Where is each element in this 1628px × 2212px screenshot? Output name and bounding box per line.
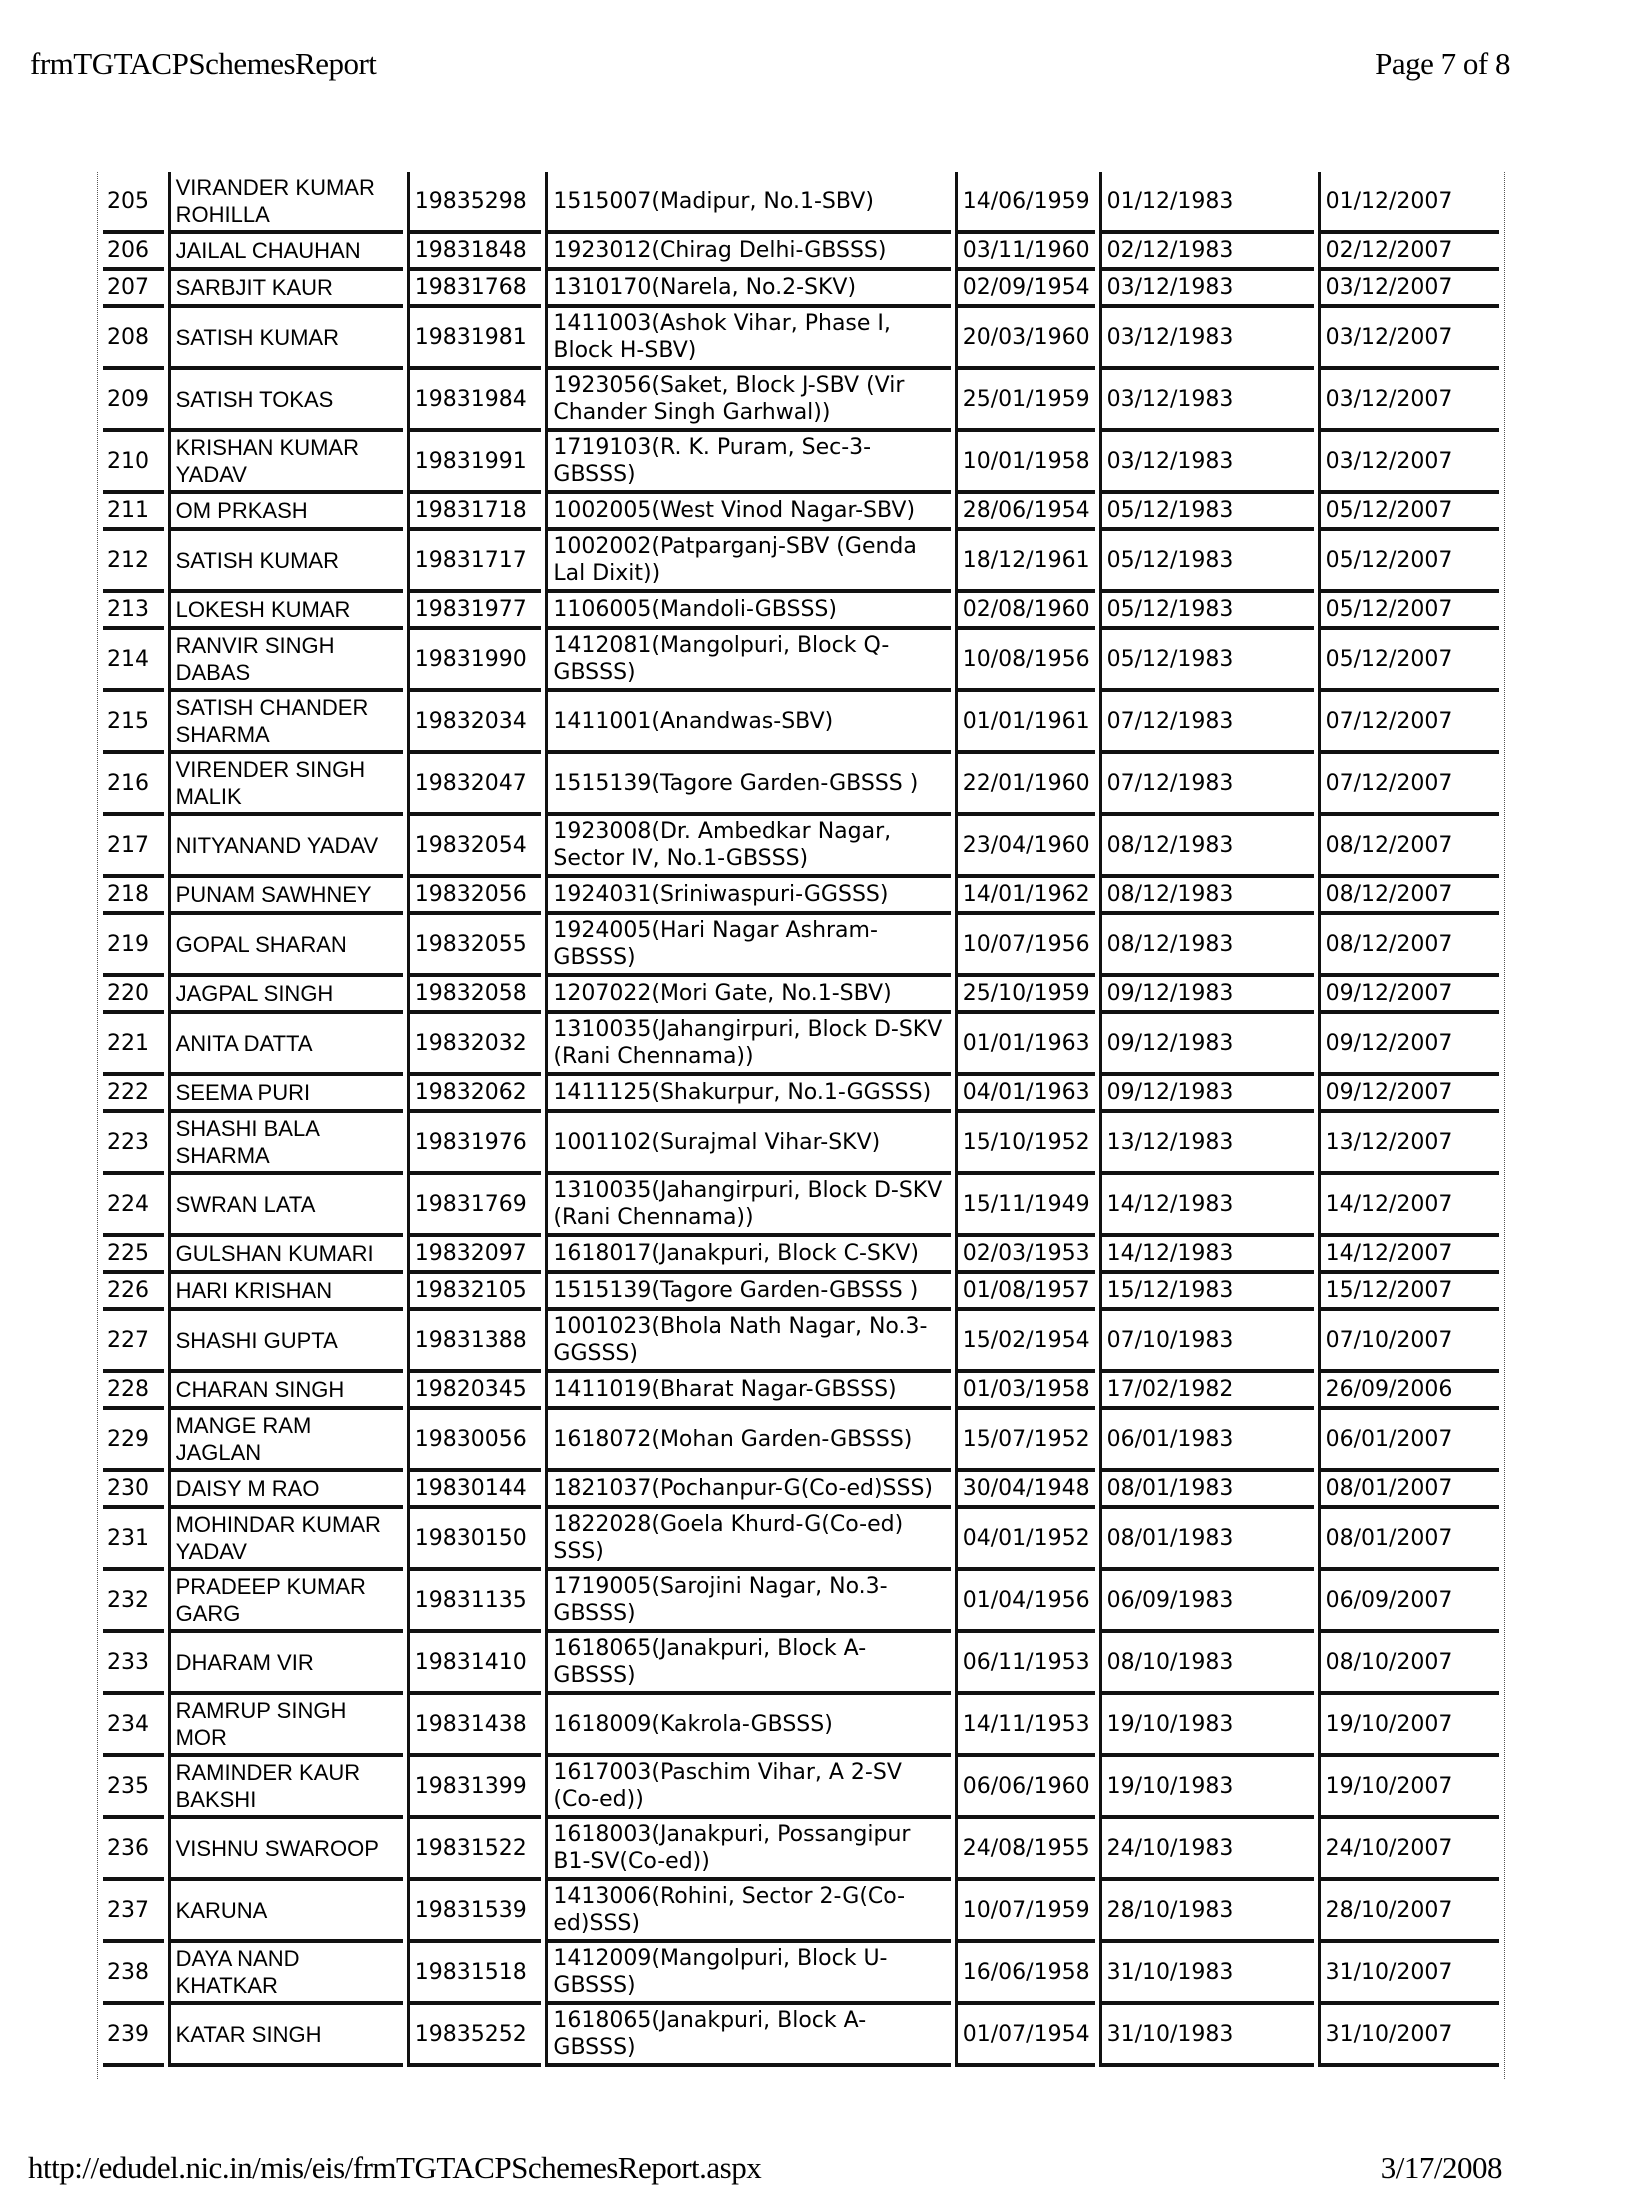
- cell-date-of-joining: 14/12/1983: [1099, 1175, 1314, 1237]
- cell-date-of-birth: 01/03/1958: [955, 1373, 1095, 1410]
- cell-date-of-joining: 08/12/1983: [1099, 878, 1314, 915]
- cell-date-of-joining: 15/12/1983: [1099, 1274, 1314, 1311]
- cell-school: 1617003(Paschim Vihar, A 2-SV (Co-ed)): [545, 1757, 950, 1819]
- cell-school: 1310170(Narela, No.2-SKV): [545, 271, 950, 308]
- cell-date-of-birth: 10/07/1959: [955, 1881, 1095, 1943]
- report-table: [99, 172, 1503, 2067]
- cell-due-date: 26/09/2006: [1318, 1373, 1499, 1410]
- cell-serial-number: 218: [103, 878, 164, 915]
- cell-date-of-joining: 09/12/1983: [1099, 1076, 1314, 1113]
- cell-school: 1001102(Surajmal Vihar-SKV): [545, 1113, 950, 1175]
- cell-school: 1515139(Tagore Garden-GBSSS ): [545, 1274, 950, 1311]
- cell-name: PUNAM SAWHNEY: [168, 878, 403, 915]
- cell-name: RANVIR SINGH DABAS: [168, 630, 403, 692]
- cell-date-of-birth: 15/02/1954: [955, 1311, 1095, 1373]
- cell-serial-number: 222: [103, 1076, 164, 1113]
- cell-date-of-birth: 28/06/1954: [955, 494, 1095, 531]
- cell-school: 1411019(Bharat Nagar-GBSSS): [545, 1373, 950, 1410]
- cell-date-of-birth: 10/08/1956: [955, 630, 1095, 692]
- cell-employee-id: 19832054: [407, 816, 542, 878]
- table-row: [103, 308, 1499, 370]
- table-row: [103, 432, 1499, 494]
- cell-date-of-birth: 25/10/1959: [955, 977, 1095, 1014]
- cell-serial-number: 231: [103, 1509, 164, 1571]
- cell-school: 1618065(Janakpuri, Block A-GBSSS): [545, 2005, 950, 2067]
- cell-due-date: 28/10/2007: [1318, 1881, 1499, 1943]
- cell-employee-id: 19835298: [407, 172, 542, 234]
- table-row: [103, 1571, 1499, 1633]
- cell-date-of-joining: 08/12/1983: [1099, 816, 1314, 878]
- cell-school: 1618065(Janakpuri, Block A-GBSSS): [545, 1633, 950, 1695]
- table-row: [103, 1695, 1499, 1757]
- cell-employee-id: 19830056: [407, 1410, 542, 1472]
- cell-employee-id: 19831991: [407, 432, 542, 494]
- cell-serial-number: 232: [103, 1571, 164, 1633]
- cell-school: 1719103(R. K. Puram, Sec-3-GBSSS): [545, 432, 950, 494]
- cell-due-date: 09/12/2007: [1318, 1076, 1499, 1113]
- cell-serial-number: 239: [103, 2005, 164, 2067]
- footer-date: 3/17/2008: [1380, 2150, 1502, 2185]
- cell-due-date: 05/12/2007: [1318, 630, 1499, 692]
- cell-name: VIRANDER KUMAR ROHILLA: [168, 172, 403, 234]
- table-left-border: [97, 172, 98, 2079]
- cell-date-of-birth: 25/01/1959: [955, 370, 1095, 432]
- table-row: [103, 1237, 1499, 1274]
- cell-name: GULSHAN KUMARI: [168, 1237, 403, 1274]
- report-table-container: [97, 172, 1505, 2067]
- cell-name: VISHNU SWAROOP: [168, 1819, 403, 1881]
- cell-date-of-birth: 04/01/1952: [955, 1509, 1095, 1571]
- cell-employee-id: 19831848: [407, 234, 542, 271]
- cell-school: 1618017(Janakpuri, Block C-SKV): [545, 1237, 950, 1274]
- cell-serial-number: 225: [103, 1237, 164, 1274]
- cell-name: SWRAN LATA: [168, 1175, 403, 1237]
- cell-name: VIRENDER SINGH MALIK: [168, 754, 403, 816]
- cell-school: 1002002(Patparganj-SBV (Genda Lal Dixit)): [545, 531, 950, 593]
- cell-name: JAGPAL SINGH: [168, 977, 403, 1014]
- table-row: [103, 370, 1499, 432]
- cell-date-of-joining: 19/10/1983: [1099, 1757, 1314, 1819]
- cell-due-date: 02/12/2007: [1318, 234, 1499, 271]
- cell-date-of-joining: 05/12/1983: [1099, 630, 1314, 692]
- cell-due-date: 08/10/2007: [1318, 1633, 1499, 1695]
- cell-serial-number: 219: [103, 915, 164, 977]
- cell-school: 1411001(Anandwas-SBV): [545, 692, 950, 754]
- cell-school: 1924031(Sriniwaspuri-GGSSS): [545, 878, 950, 915]
- cell-serial-number: 229: [103, 1410, 164, 1472]
- cell-date-of-joining: 28/10/1983: [1099, 1881, 1314, 1943]
- page-indicator: Page 7 of 8: [1375, 46, 1510, 81]
- cell-employee-id: 19831769: [407, 1175, 542, 1237]
- cell-due-date: 08/01/2007: [1318, 1472, 1499, 1509]
- cell-due-date: 31/10/2007: [1318, 2005, 1499, 2067]
- cell-serial-number: 233: [103, 1633, 164, 1695]
- cell-employee-id: 19820345: [407, 1373, 542, 1410]
- table-row: [103, 1175, 1499, 1237]
- cell-date-of-joining: 24/10/1983: [1099, 1819, 1314, 1881]
- cell-name: KARUNA: [168, 1881, 403, 1943]
- cell-due-date: 07/12/2007: [1318, 754, 1499, 816]
- cell-name: OM PRKASH: [168, 494, 403, 531]
- cell-name: MANGE RAM JAGLAN: [168, 1410, 403, 1472]
- cell-school: 1411003(Ashok Vihar, Phase I, Block H-SBV): [545, 308, 950, 370]
- table-row: [103, 531, 1499, 593]
- cell-due-date: 13/12/2007: [1318, 1113, 1499, 1175]
- cell-employee-id: 19831990: [407, 630, 542, 692]
- cell-employee-id: 19832105: [407, 1274, 542, 1311]
- cell-name: SATISH KUMAR: [168, 308, 403, 370]
- table-row: [103, 1113, 1499, 1175]
- cell-due-date: 06/09/2007: [1318, 1571, 1499, 1633]
- table-row: [103, 816, 1499, 878]
- table-row: [103, 1757, 1499, 1819]
- cell-due-date: 15/12/2007: [1318, 1274, 1499, 1311]
- cell-date-of-birth: 30/04/1948: [955, 1472, 1095, 1509]
- cell-due-date: 01/12/2007: [1318, 172, 1499, 234]
- cell-serial-number: 234: [103, 1695, 164, 1757]
- table-row: [103, 271, 1499, 308]
- cell-serial-number: 206: [103, 234, 164, 271]
- cell-due-date: 06/01/2007: [1318, 1410, 1499, 1472]
- table-row: [103, 1819, 1499, 1881]
- cell-serial-number: 216: [103, 754, 164, 816]
- table-row: [103, 630, 1499, 692]
- cell-name: CHARAN SINGH: [168, 1373, 403, 1410]
- table-row: [103, 1274, 1499, 1311]
- cell-employee-id: 19830144: [407, 1472, 542, 1509]
- cell-date-of-birth: 14/11/1953: [955, 1695, 1095, 1757]
- cell-serial-number: 208: [103, 308, 164, 370]
- cell-name: SATISH KUMAR: [168, 531, 403, 593]
- cell-name: KRISHAN KUMAR YADAV: [168, 432, 403, 494]
- table-row: [103, 1509, 1499, 1571]
- cell-school: 1413006(Rohini, Sector 2-G(Co-ed)SSS): [545, 1881, 950, 1943]
- cell-date-of-birth: 03/11/1960: [955, 234, 1095, 271]
- cell-due-date: 31/10/2007: [1318, 1943, 1499, 2005]
- cell-date-of-birth: 01/04/1956: [955, 1571, 1095, 1633]
- cell-due-date: 19/10/2007: [1318, 1757, 1499, 1819]
- cell-employee-id: 19832032: [407, 1014, 542, 1076]
- cell-date-of-birth: 04/01/1963: [955, 1076, 1095, 1113]
- cell-school: 1618072(Mohan Garden-GBSSS): [545, 1410, 950, 1472]
- table-row: [103, 878, 1499, 915]
- cell-school: 1106005(Mandoli-GBSSS): [545, 593, 950, 630]
- cell-employee-id: 19832034: [407, 692, 542, 754]
- cell-employee-id: 19835252: [407, 2005, 542, 2067]
- table-row: [103, 1373, 1499, 1410]
- cell-name: RAMRUP SINGH MOR: [168, 1695, 403, 1757]
- cell-due-date: 05/12/2007: [1318, 531, 1499, 593]
- table-row: [103, 754, 1499, 816]
- table-row: [103, 1943, 1499, 2005]
- table-row: [103, 2005, 1499, 2067]
- cell-school: 1207022(Mori Gate, No.1-SBV): [545, 977, 950, 1014]
- cell-date-of-joining: 08/10/1983: [1099, 1633, 1314, 1695]
- cell-school: 1002005(West Vinod Nagar-SBV): [545, 494, 950, 531]
- cell-name: PRADEEP KUMAR GARG: [168, 1571, 403, 1633]
- cell-due-date: 03/12/2007: [1318, 271, 1499, 308]
- cell-due-date: 24/10/2007: [1318, 1819, 1499, 1881]
- cell-date-of-joining: 19/10/1983: [1099, 1695, 1314, 1757]
- cell-date-of-joining: 03/12/1983: [1099, 271, 1314, 308]
- cell-date-of-birth: 01/01/1961: [955, 692, 1095, 754]
- cell-serial-number: 215: [103, 692, 164, 754]
- cell-date-of-birth: 16/06/1958: [955, 1943, 1095, 2005]
- cell-date-of-birth: 06/11/1953: [955, 1633, 1095, 1695]
- cell-date-of-birth: 01/07/1954: [955, 2005, 1095, 2067]
- cell-due-date: 08/12/2007: [1318, 878, 1499, 915]
- cell-date-of-joining: 17/02/1982: [1099, 1373, 1314, 1410]
- report-table-body: [103, 172, 1499, 2067]
- table-row: [103, 1410, 1499, 1472]
- cell-serial-number: 214: [103, 630, 164, 692]
- table-row: [103, 1311, 1499, 1373]
- cell-serial-number: 228: [103, 1373, 164, 1410]
- cell-date-of-joining: 05/12/1983: [1099, 593, 1314, 630]
- table-row: [103, 172, 1499, 234]
- cell-name: SHASHI BALA SHARMA: [168, 1113, 403, 1175]
- cell-date-of-birth: 15/07/1952: [955, 1410, 1095, 1472]
- cell-serial-number: 227: [103, 1311, 164, 1373]
- cell-school: 1821037(Pochanpur-G(Co-ed)SSS): [545, 1472, 950, 1509]
- cell-serial-number: 237: [103, 1881, 164, 1943]
- cell-employee-id: 19831410: [407, 1633, 542, 1695]
- cell-serial-number: 207: [103, 271, 164, 308]
- cell-date-of-joining: 05/12/1983: [1099, 494, 1314, 531]
- cell-date-of-birth: 15/10/1952: [955, 1113, 1095, 1175]
- cell-employee-id: 19832058: [407, 977, 542, 1014]
- cell-due-date: 09/12/2007: [1318, 1014, 1499, 1076]
- cell-employee-id: 19831135: [407, 1571, 542, 1633]
- cell-school: 1412009(Mangolpuri, Block U-GBSSS): [545, 1943, 950, 2005]
- cell-due-date: 07/10/2007: [1318, 1311, 1499, 1373]
- cell-date-of-birth: 01/08/1957: [955, 1274, 1095, 1311]
- table-row: [103, 234, 1499, 271]
- cell-date-of-birth: 22/01/1960: [955, 754, 1095, 816]
- cell-name: NITYANAND YADAV: [168, 816, 403, 878]
- cell-date-of-joining: 06/09/1983: [1099, 1571, 1314, 1633]
- footer-url: http://edudel.nic.in/mis/eis/frmTGTACPSchemesReport.aspx: [28, 2150, 762, 2185]
- cell-name: RAMINDER KAUR BAKSHI: [168, 1757, 403, 1819]
- cell-employee-id: 19831522: [407, 1819, 542, 1881]
- cell-serial-number: 211: [103, 494, 164, 531]
- cell-date-of-birth: 14/06/1959: [955, 172, 1095, 234]
- cell-name: SHASHI GUPTA: [168, 1311, 403, 1373]
- cell-serial-number: 226: [103, 1274, 164, 1311]
- table-row: [103, 1014, 1499, 1076]
- cell-employee-id: 19830150: [407, 1509, 542, 1571]
- cell-serial-number: 235: [103, 1757, 164, 1819]
- cell-school: 1411125(Shakurpur, No.1-GGSSS): [545, 1076, 950, 1113]
- cell-date-of-birth: 20/03/1960: [955, 308, 1095, 370]
- cell-employee-id: 19832062: [407, 1076, 542, 1113]
- cell-date-of-joining: 05/12/1983: [1099, 531, 1314, 593]
- cell-date-of-birth: 15/11/1949: [955, 1175, 1095, 1237]
- cell-name: DHARAM VIR: [168, 1633, 403, 1695]
- cell-employee-id: 19831768: [407, 271, 542, 308]
- cell-date-of-joining: 02/12/1983: [1099, 234, 1314, 271]
- cell-date-of-joining: 31/10/1983: [1099, 2005, 1314, 2067]
- cell-employee-id: 19831981: [407, 308, 542, 370]
- cell-employee-id: 19832055: [407, 915, 542, 977]
- cell-due-date: 08/12/2007: [1318, 816, 1499, 878]
- cell-date-of-joining: 13/12/1983: [1099, 1113, 1314, 1175]
- table-row: [103, 1076, 1499, 1113]
- cell-date-of-birth: 24/08/1955: [955, 1819, 1095, 1881]
- cell-school: 1923008(Dr. Ambedkar Nagar, Sector IV, No.1-GBSSS): [545, 816, 950, 878]
- cell-employee-id: 19831518: [407, 1943, 542, 2005]
- cell-date-of-joining: 07/12/1983: [1099, 692, 1314, 754]
- cell-name: JAILAL CHAUHAN: [168, 234, 403, 271]
- cell-school: 1310035(Jahangirpuri, Block D-SKV (Rani Chennama)): [545, 1014, 950, 1076]
- cell-serial-number: 209: [103, 370, 164, 432]
- cell-serial-number: 238: [103, 1943, 164, 2005]
- cell-name: HARI KRISHAN: [168, 1274, 403, 1311]
- cell-due-date: 14/12/2007: [1318, 1175, 1499, 1237]
- cell-due-date: 05/12/2007: [1318, 593, 1499, 630]
- cell-name: LOKESH KUMAR: [168, 593, 403, 630]
- cell-serial-number: 210: [103, 432, 164, 494]
- cell-name: DAISY M RAO: [168, 1472, 403, 1509]
- cell-date-of-joining: 08/12/1983: [1099, 915, 1314, 977]
- cell-date-of-birth: 14/01/1962: [955, 878, 1095, 915]
- cell-serial-number: 236: [103, 1819, 164, 1881]
- cell-date-of-joining: 03/12/1983: [1099, 370, 1314, 432]
- cell-date-of-joining: 01/12/1983: [1099, 172, 1314, 234]
- cell-due-date: 03/12/2007: [1318, 370, 1499, 432]
- cell-due-date: 14/12/2007: [1318, 1237, 1499, 1274]
- cell-school: 1001023(Bhola Nath Nagar, No.3-GGSSS): [545, 1311, 950, 1373]
- cell-date-of-birth: 02/09/1954: [955, 271, 1095, 308]
- cell-serial-number: 220: [103, 977, 164, 1014]
- cell-date-of-birth: 02/03/1953: [955, 1237, 1095, 1274]
- cell-employee-id: 19832056: [407, 878, 542, 915]
- table-row: [103, 977, 1499, 1014]
- cell-employee-id: 19832097: [407, 1237, 542, 1274]
- cell-employee-id: 19831976: [407, 1113, 542, 1175]
- cell-school: 1515007(Madipur, No.1-SBV): [545, 172, 950, 234]
- cell-date-of-birth: 01/01/1963: [955, 1014, 1095, 1076]
- cell-date-of-joining: 08/01/1983: [1099, 1472, 1314, 1509]
- cell-date-of-birth: 02/08/1960: [955, 593, 1095, 630]
- report-title: frmTGTACPSchemesReport: [30, 46, 377, 81]
- cell-employee-id: 19831717: [407, 531, 542, 593]
- cell-due-date: 05/12/2007: [1318, 494, 1499, 531]
- table-row: [103, 915, 1499, 977]
- cell-due-date: 19/10/2007: [1318, 1695, 1499, 1757]
- cell-name: SARBJIT KAUR: [168, 271, 403, 308]
- cell-due-date: 03/12/2007: [1318, 432, 1499, 494]
- cell-school: 1515139(Tagore Garden-GBSSS ): [545, 754, 950, 816]
- cell-employee-id: 19831977: [407, 593, 542, 630]
- cell-date-of-joining: 06/01/1983: [1099, 1410, 1314, 1472]
- cell-school: 1618003(Janakpuri, Possangipur B1-SV(Co-ed)): [545, 1819, 950, 1881]
- cell-employee-id: 19831399: [407, 1757, 542, 1819]
- table-row: [103, 1472, 1499, 1509]
- cell-date-of-birth: 06/06/1960: [955, 1757, 1095, 1819]
- cell-school: 1822028(Goela Khurd-G(Co-ed) SSS): [545, 1509, 950, 1571]
- cell-name: KATAR SINGH: [168, 2005, 403, 2067]
- table-row: [103, 494, 1499, 531]
- cell-due-date: 08/12/2007: [1318, 915, 1499, 977]
- cell-serial-number: 213: [103, 593, 164, 630]
- cell-date-of-joining: 14/12/1983: [1099, 1237, 1314, 1274]
- cell-due-date: 09/12/2007: [1318, 977, 1499, 1014]
- table-row: [103, 593, 1499, 630]
- cell-date-of-birth: 18/12/1961: [955, 531, 1095, 593]
- cell-date-of-joining: 09/12/1983: [1099, 1014, 1314, 1076]
- cell-name: SATISH TOKAS: [168, 370, 403, 432]
- cell-employee-id: 19831438: [407, 1695, 542, 1757]
- cell-school: 1924005(Hari Nagar Ashram-GBSSS): [545, 915, 950, 977]
- cell-due-date: 03/12/2007: [1318, 308, 1499, 370]
- cell-date-of-joining: 08/01/1983: [1099, 1509, 1314, 1571]
- cell-date-of-birth: 10/07/1956: [955, 915, 1095, 977]
- cell-name: DAYA NAND KHATKAR: [168, 1943, 403, 2005]
- table-row: [103, 1881, 1499, 1943]
- cell-school: 1923012(Chirag Delhi-GBSSS): [545, 234, 950, 271]
- cell-date-of-joining: 03/12/1983: [1099, 308, 1314, 370]
- cell-serial-number: 212: [103, 531, 164, 593]
- cell-due-date: 08/01/2007: [1318, 1509, 1499, 1571]
- cell-date-of-joining: 07/10/1983: [1099, 1311, 1314, 1373]
- cell-school: 1618009(Kakrola-GBSSS): [545, 1695, 950, 1757]
- cell-school: 1412081(Mangolpuri, Block Q-GBSSS): [545, 630, 950, 692]
- cell-school: 1310035(Jahangirpuri, Block D-SKV (Rani Chennama)): [545, 1175, 950, 1237]
- table-right-border: [1504, 172, 1505, 2079]
- cell-school: 1719005(Sarojini Nagar, No.3-GBSSS): [545, 1571, 950, 1633]
- cell-date-of-joining: 07/12/1983: [1099, 754, 1314, 816]
- cell-serial-number: 224: [103, 1175, 164, 1237]
- cell-date-of-joining: 31/10/1983: [1099, 1943, 1314, 2005]
- cell-name: MOHINDAR KUMAR YADAV: [168, 1509, 403, 1571]
- cell-due-date: 07/12/2007: [1318, 692, 1499, 754]
- cell-name: SATISH CHANDER SHARMA: [168, 692, 403, 754]
- cell-school: 1923056(Saket, Block J-SBV (Vir Chander Singh Garhwal)): [545, 370, 950, 432]
- cell-serial-number: 217: [103, 816, 164, 878]
- cell-employee-id: 19831388: [407, 1311, 542, 1373]
- cell-serial-number: 223: [103, 1113, 164, 1175]
- cell-date-of-birth: 23/04/1960: [955, 816, 1095, 878]
- cell-name: ANITA DATTA: [168, 1014, 403, 1076]
- cell-serial-number: 221: [103, 1014, 164, 1076]
- cell-name: GOPAL SHARAN: [168, 915, 403, 977]
- cell-date-of-joining: 03/12/1983: [1099, 432, 1314, 494]
- cell-employee-id: 19832047: [407, 754, 542, 816]
- cell-employee-id: 19831539: [407, 1881, 542, 1943]
- cell-serial-number: 230: [103, 1472, 164, 1509]
- cell-employee-id: 19831984: [407, 370, 542, 432]
- cell-name: SEEMA PURI: [168, 1076, 403, 1113]
- cell-date-of-joining: 09/12/1983: [1099, 977, 1314, 1014]
- table-row: [103, 1633, 1499, 1695]
- cell-serial-number: 205: [103, 172, 164, 234]
- cell-employee-id: 19831718: [407, 494, 542, 531]
- cell-date-of-birth: 10/01/1958: [955, 432, 1095, 494]
- table-row: [103, 692, 1499, 754]
